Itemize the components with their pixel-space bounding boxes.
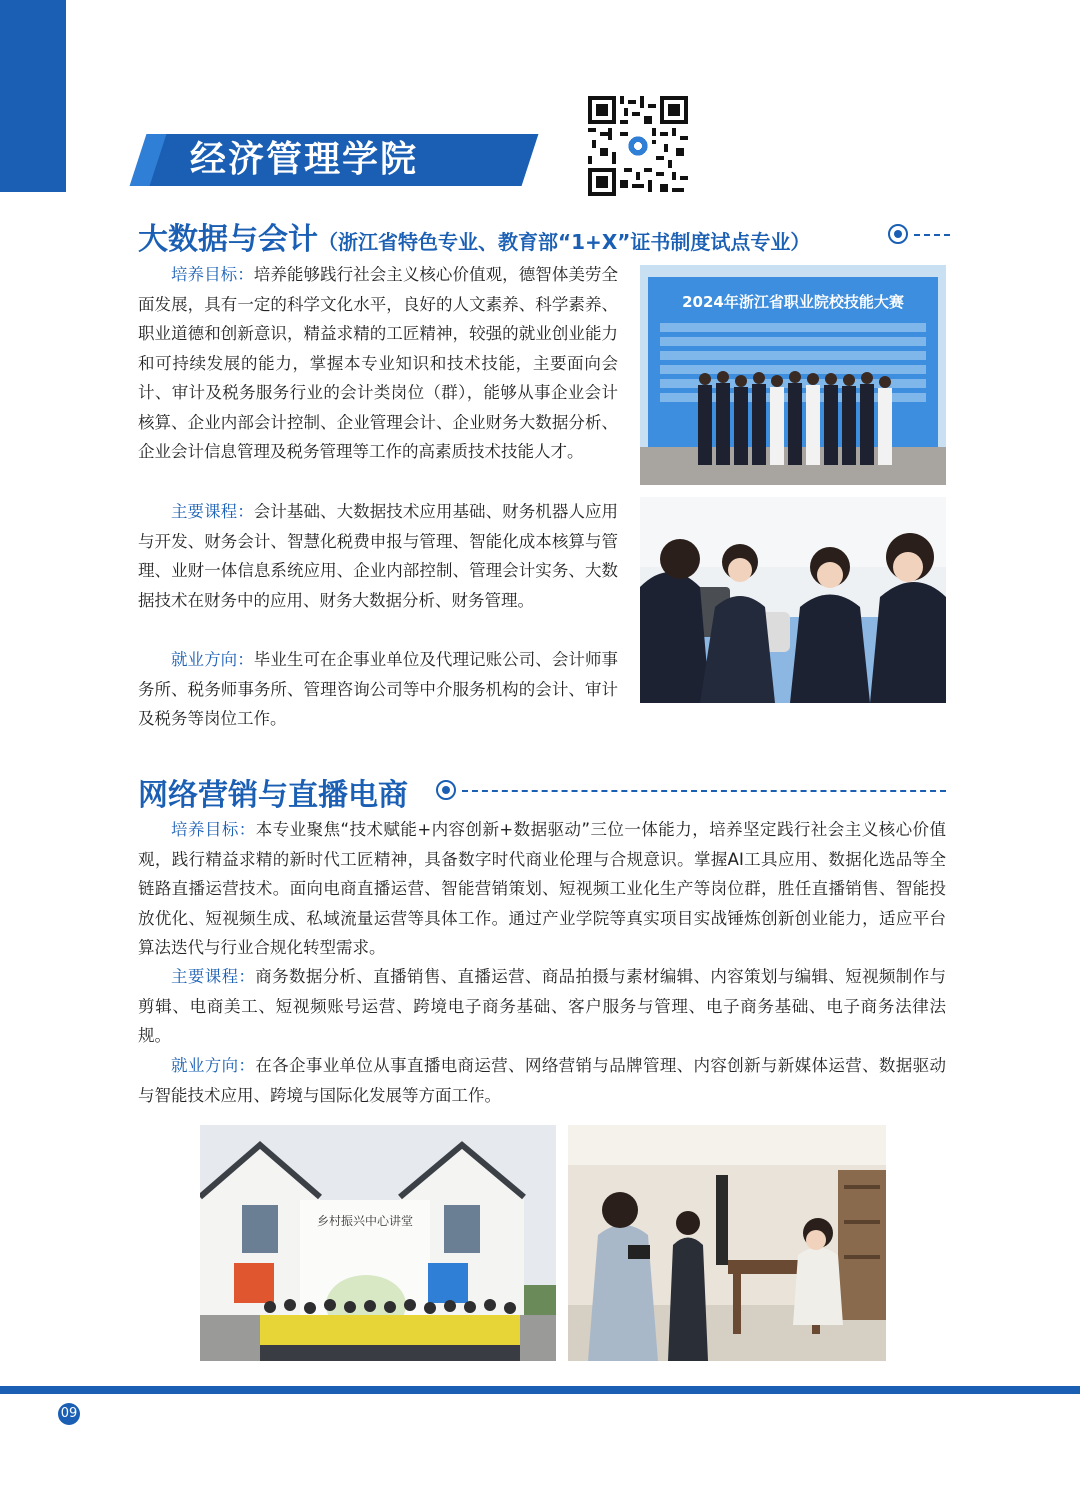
section1-heading xyxy=(138,214,810,258)
dashed-divider xyxy=(914,234,950,236)
section2-course-label: 主要课程： xyxy=(171,967,256,986)
footer-bar xyxy=(0,1386,1080,1394)
building-sign-text: 乡村振兴中心讲堂 xyxy=(316,1214,414,1228)
target-icon xyxy=(888,224,908,244)
section1-job-label: 就业方向： xyxy=(171,650,254,669)
section1-goal-text: 培养能够践行社会主义核心价值观，德智体美劳全面发展，具有一定的科学文化水平，良好的人文素养、科学素养、职业道德和创新意识，精益求精的工匠精神，较强的就业创业能力和可持续发展的能力，掌握本专业知识和技术技能，主要面向会计、审计及税务服务行业的会计类岗位（群），能够从事企业会计核算、企业内部会计控制、企业管理会计、企业财务大数据分析、企业会计信息管理及税务管理等工作的高素质技术技能人才。 xyxy=(138,265,619,461)
section2-jobs xyxy=(138,1051,946,1110)
rural-center-building-photo xyxy=(200,1125,556,1361)
section1-course-label: 主要课程： xyxy=(171,502,254,521)
section2-goal xyxy=(138,815,946,963)
section1-courses xyxy=(138,497,618,615)
section2-course-text: 商务数据分析、直播销售、直播运营、商品拍摄与素材编辑、内容策划与编辑、短视频制作与剪辑、电商美工、短视频账号运营、跨境电子商务基础、客户服务与管理、电子商务基础、电子商务法律法规。 xyxy=(138,967,947,1045)
section2-title: 网络营销与直播电商 xyxy=(138,778,408,813)
livestream-studio-photo xyxy=(568,1125,886,1361)
section1-jobs xyxy=(138,645,618,734)
page-number: 09 xyxy=(58,1403,80,1425)
section1-goal-label: 培养目标： xyxy=(171,265,254,284)
section2-job-text: 在各企事业单位从事直播电商运营、网络营销与品牌管理、内容创新与新媒体运营、数据驱动与智能技术应用、跨境与国际化发展等方面工作。 xyxy=(138,1056,947,1105)
section2-job-label: 就业方向： xyxy=(171,1056,256,1075)
college-title: 经济管理学院 xyxy=(190,139,419,180)
section1-title: 大数据与会计 xyxy=(138,222,318,257)
section2-goal-label: 培养目标： xyxy=(171,820,256,839)
dashed-divider xyxy=(462,790,946,792)
corner-block xyxy=(0,0,66,192)
competition-photo xyxy=(640,265,946,485)
target-icon xyxy=(436,780,456,800)
section1-job-text: 毕业生可在企事业单位及代理记账公司、会计师事务所、税务师事务所、管理咨询公司等中介服务机构的会计、审计及税务等岗位工作。 xyxy=(138,650,619,728)
section1-subtitle: （浙江省特色专业、教育部“1+X”证书制度试点专业） xyxy=(318,230,811,254)
section1-course-text: 会计基础、大数据技术应用基础、财务机器人应用与开发、财务会计、智慧化税费申报与管理、智能化成本核算与管理、业财一体信息系统应用、企业内部控制、管理会计实务、大数据技术在财务中的应用、财务大数据分析、财务管理。 xyxy=(138,502,619,610)
qr-code xyxy=(588,96,688,196)
accounting-practice-photo xyxy=(640,497,946,703)
section1-goal xyxy=(138,260,618,467)
section2-goal-text: 本专业聚焦“技术赋能+内容创新+数据驱动”三位一体能力，培养坚定践行社会主义核心价值观，践行精益求精的新时代工匠精神，具备数字时代商业伦理与合规意识。掌握AI工具应用、数据化选品等全链路直播运营技术。面向电商直播运营、智能营销策划、短视频工业化生产等岗位群，胜任直播销售、智能投放优化、短视频生成、私域流量运营等具体工作。通过产业学院等真实项目实战锤炼创新创业能力，适应平台算法迭代与行业合规化转型需求。 xyxy=(138,820,947,957)
competition-banner-text: 2024年浙江省职业院校技能大赛 xyxy=(682,293,904,311)
section2-courses xyxy=(138,962,946,1051)
